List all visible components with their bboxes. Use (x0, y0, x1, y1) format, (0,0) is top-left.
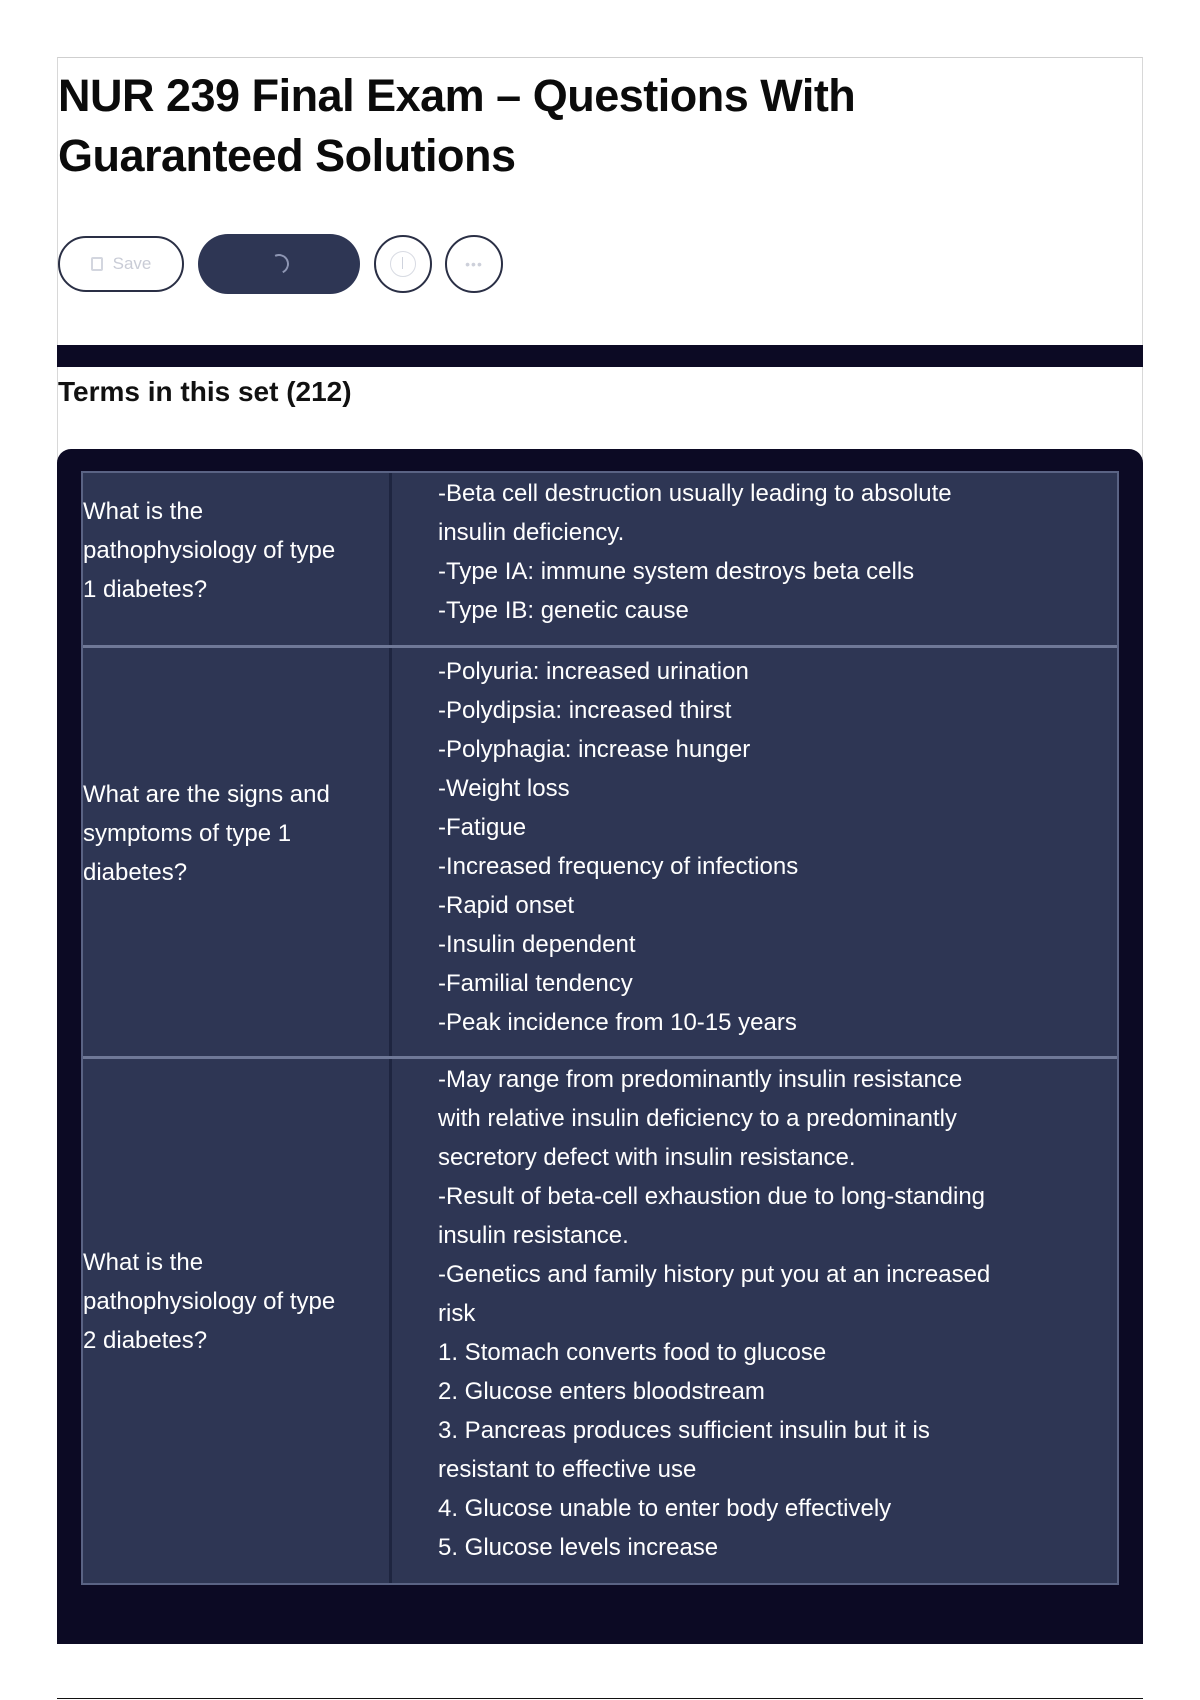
section-divider (57, 345, 1143, 367)
flashcard-definition (392, 473, 1117, 645)
share-icon (390, 251, 416, 277)
more-options-icon: ••• (465, 256, 483, 272)
definition-line: 5. Glucose levels increase (438, 1534, 719, 1561)
document-page (57, 57, 1143, 1643)
flashcard[interactable] (83, 1059, 1117, 1583)
definition-line: -Polydipsia: increased thirst (438, 697, 732, 724)
definition-line: with relative insulin deficiency to a predominantly (438, 1105, 957, 1132)
definition-line: -Beta cell destruction usually leading to absolute (438, 480, 952, 507)
definition-line: 4. Glucose unable to enter body effectively (438, 1495, 892, 1522)
definition-line: insulin deficiency. (438, 519, 625, 546)
title-line-2: Guaranteed Solutions (58, 130, 516, 181)
save-button-label: Save (112, 254, 152, 273)
definition-line: 2. Glucose enters bloodstream (438, 1378, 765, 1405)
more-options-button[interactable] (445, 235, 503, 293)
flashcard[interactable] (83, 473, 1117, 648)
definition-line: -Weight loss (438, 775, 570, 802)
bookmark-icon (91, 257, 103, 271)
page-bottom-rule (57, 1698, 1143, 1699)
page-title (58, 66, 958, 186)
loading-spinner-icon (266, 251, 292, 277)
definition-line: -Genetics and family history put you at an increased (438, 1261, 991, 1288)
definition-line: -Type IB: genetic cause (438, 597, 689, 624)
share-button[interactable] (374, 235, 432, 293)
terms-heading: Terms in this set (212) (58, 376, 352, 407)
definition-line: -Insulin dependent (438, 931, 636, 958)
definition-line: -Polyuria: increased urination (438, 658, 749, 685)
definition-line: -Result of beta-cell exhaustion due to long-standing (438, 1183, 986, 1210)
action-toolbar (58, 234, 503, 294)
definition-line: -Polyphagia: increase hunger (438, 736, 751, 763)
definition-line: -Fatigue (438, 814, 527, 841)
definition-line: -Peak incidence from 10-15 years (438, 1009, 797, 1036)
definition-line: insulin resistance. (438, 1222, 629, 1249)
definition-line: 1. Stomach converts food to glucose (438, 1339, 827, 1366)
flashcard-definition (392, 648, 1117, 1056)
study-button[interactable] (198, 234, 360, 294)
definition-line: -Familial tendency (438, 970, 633, 997)
flashcard-list (81, 471, 1119, 1585)
definition-line: risk (438, 1300, 476, 1327)
definition-line: -Increased frequency of infections (438, 853, 799, 880)
flashcard-term: What is the pathophysiology of type 2 diabetes? (83, 1059, 392, 1583)
definition-line: -May range from predominantly insulin resistance (438, 1066, 963, 1093)
definition-line: resistant to effective use (438, 1456, 697, 1483)
definition-line: -Type IA: immune system destroys beta cells (438, 558, 915, 585)
definition-line: 3. Pancreas produces sufficient insulin but it is (438, 1417, 930, 1444)
definition-line: secretory defect with insulin resistance. (438, 1144, 856, 1171)
save-button[interactable] (58, 236, 184, 292)
flashcard[interactable] (83, 648, 1117, 1059)
terms-panel (57, 449, 1143, 1644)
definition-line: -Rapid onset (438, 892, 575, 919)
flashcard-term: What is the pathophysiology of type 1 diabetes? (83, 473, 392, 645)
flashcard-term: What are the signs and symptoms of type 1 diabetes? (83, 648, 392, 1056)
flashcard-definition (392, 1059, 1117, 1583)
title-line-1: NUR 239 Final Exam – Questions With (58, 70, 856, 121)
